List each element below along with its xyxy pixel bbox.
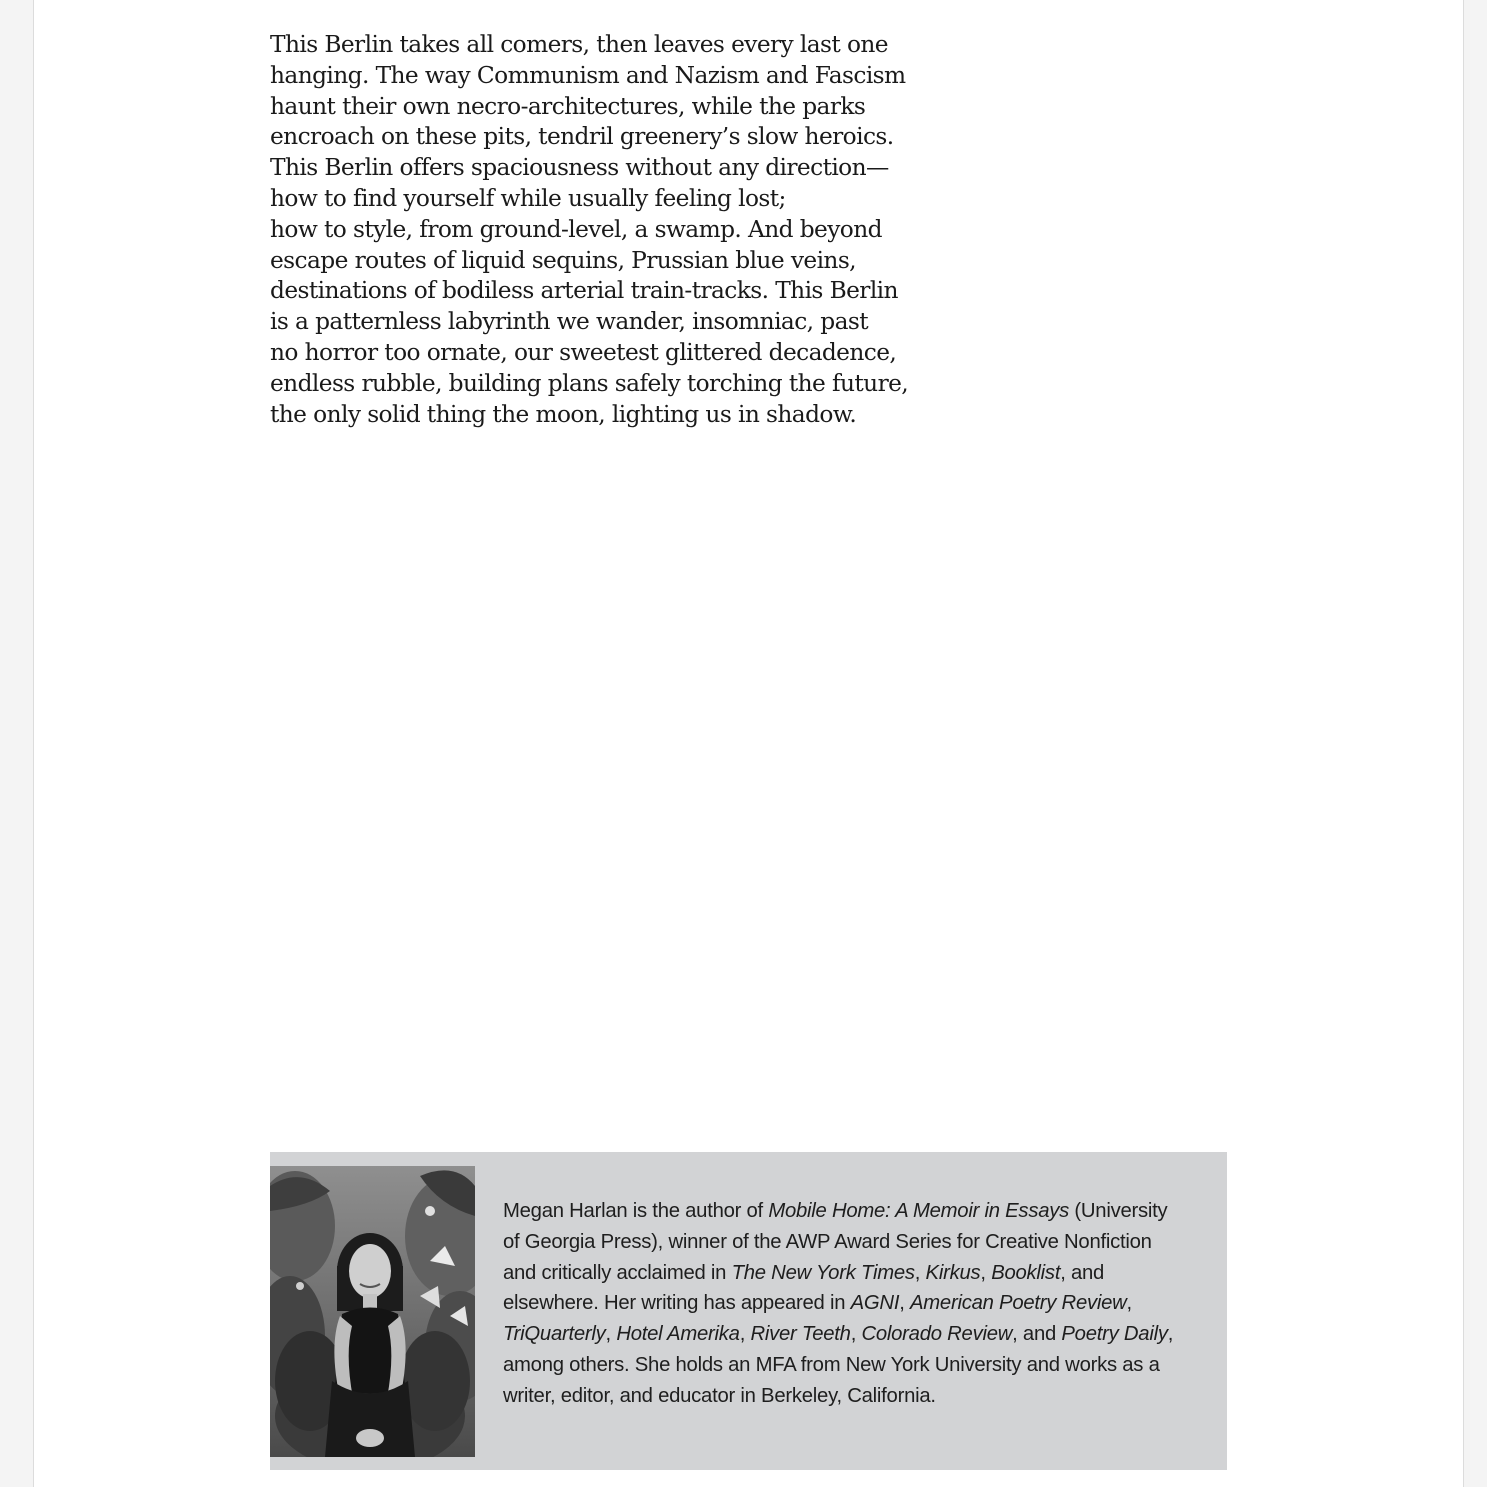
bio-line bbox=[503, 1319, 1213, 1350]
poem-text bbox=[270, 30, 908, 430]
bio-text-run: , and bbox=[1012, 1323, 1062, 1346]
bio-text-run: , and bbox=[1060, 1261, 1105, 1284]
bio-text-run: , bbox=[605, 1323, 617, 1346]
bio-text-run: , bbox=[899, 1292, 910, 1315]
poem-line: encroach on these pits, tendril greenery’s slow heroics. bbox=[270, 123, 894, 151]
bio-italic-title: Colorado Review bbox=[861, 1323, 1013, 1346]
bio-line bbox=[503, 1227, 1213, 1258]
poem-line: hanging. The way Communism and Nazism and Fascism bbox=[270, 61, 906, 89]
poem-line: how to find yourself while usually feeling lost; bbox=[270, 184, 786, 212]
poem-line: destinations of bodiless arterial train-tracks. This Berlin bbox=[270, 277, 898, 305]
bio-text-run: elsewhere. Her writing has appeared in bbox=[503, 1292, 851, 1315]
bio-italic-title: Booklist bbox=[991, 1261, 1061, 1284]
bio-text-run: writer, editor, and educator in Berkeley, California. bbox=[503, 1384, 936, 1407]
bio-italic-title: American Poetry Review bbox=[910, 1292, 1127, 1315]
bio-text-run: (University bbox=[1069, 1200, 1168, 1222]
bio-italic-title: River Teeth bbox=[750, 1323, 851, 1346]
bio-text-run: , bbox=[980, 1261, 992, 1284]
bio-italic-title: TriQuarterly bbox=[503, 1323, 606, 1346]
bio-line bbox=[503, 1196, 1213, 1227]
bio-text-run: , bbox=[1126, 1292, 1132, 1315]
author-bio-text bbox=[503, 1196, 1213, 1412]
poem-line: the only solid thing the moon, lighting us in shadow. bbox=[270, 400, 857, 428]
author-photo bbox=[270, 1166, 475, 1457]
bio-line bbox=[503, 1258, 1213, 1289]
poem-line: is a patternless labyrinth we wander, insomniac, past bbox=[270, 308, 869, 336]
poem-line: escape routes of liquid sequins, Prussian blue veins, bbox=[270, 246, 856, 274]
poem-line: endless rubble, building plans safely torching the future, bbox=[270, 369, 909, 397]
poem-line: This Berlin takes all comers, then leaves every last one bbox=[270, 31, 888, 58]
bio-italic-title: Poetry Daily bbox=[1061, 1323, 1168, 1346]
bio-text-run: among others. She holds an MFA from New York University and works as a bbox=[503, 1353, 1160, 1376]
bio-text-run: , bbox=[914, 1261, 926, 1284]
poem-line: no horror too ornate, our sweetest glittered decadence, bbox=[270, 338, 897, 366]
document-page bbox=[33, 0, 1464, 1487]
author-photo-illustration bbox=[270, 1166, 475, 1457]
bio-text-run: , bbox=[1167, 1323, 1174, 1346]
poem-line: This Berlin offers spaciousness without any direction— bbox=[270, 154, 889, 182]
author-bio-box bbox=[270, 1152, 1227, 1470]
bio-line bbox=[503, 1288, 1213, 1319]
bio-italic-title: Mobile Home: A Memoir in Essays bbox=[768, 1200, 1070, 1222]
bio-italic-title: The New York Times bbox=[731, 1261, 915, 1284]
bio-text-run: , bbox=[739, 1323, 751, 1346]
bio-text-run: and critically acclaimed in bbox=[503, 1261, 732, 1284]
bio-italic-title: Hotel Amerika bbox=[616, 1323, 740, 1346]
bio-text-run: of Georgia Press), winner of the AWP Award Series for Creative Nonfiction bbox=[503, 1230, 1152, 1253]
bio-line bbox=[503, 1381, 1213, 1412]
bio-italic-title: AGNI bbox=[850, 1292, 900, 1315]
bio-line bbox=[503, 1350, 1213, 1381]
bio-italic-title: Kirkus bbox=[925, 1261, 981, 1284]
poem-line: haunt their own necro-architectures, while the parks bbox=[270, 92, 866, 120]
poem-line: how to style, from ground-level, a swamp. And beyond bbox=[270, 215, 882, 243]
bio-text-run: Megan Harlan is the author of bbox=[503, 1200, 769, 1222]
bio-text-run: , bbox=[850, 1323, 862, 1346]
